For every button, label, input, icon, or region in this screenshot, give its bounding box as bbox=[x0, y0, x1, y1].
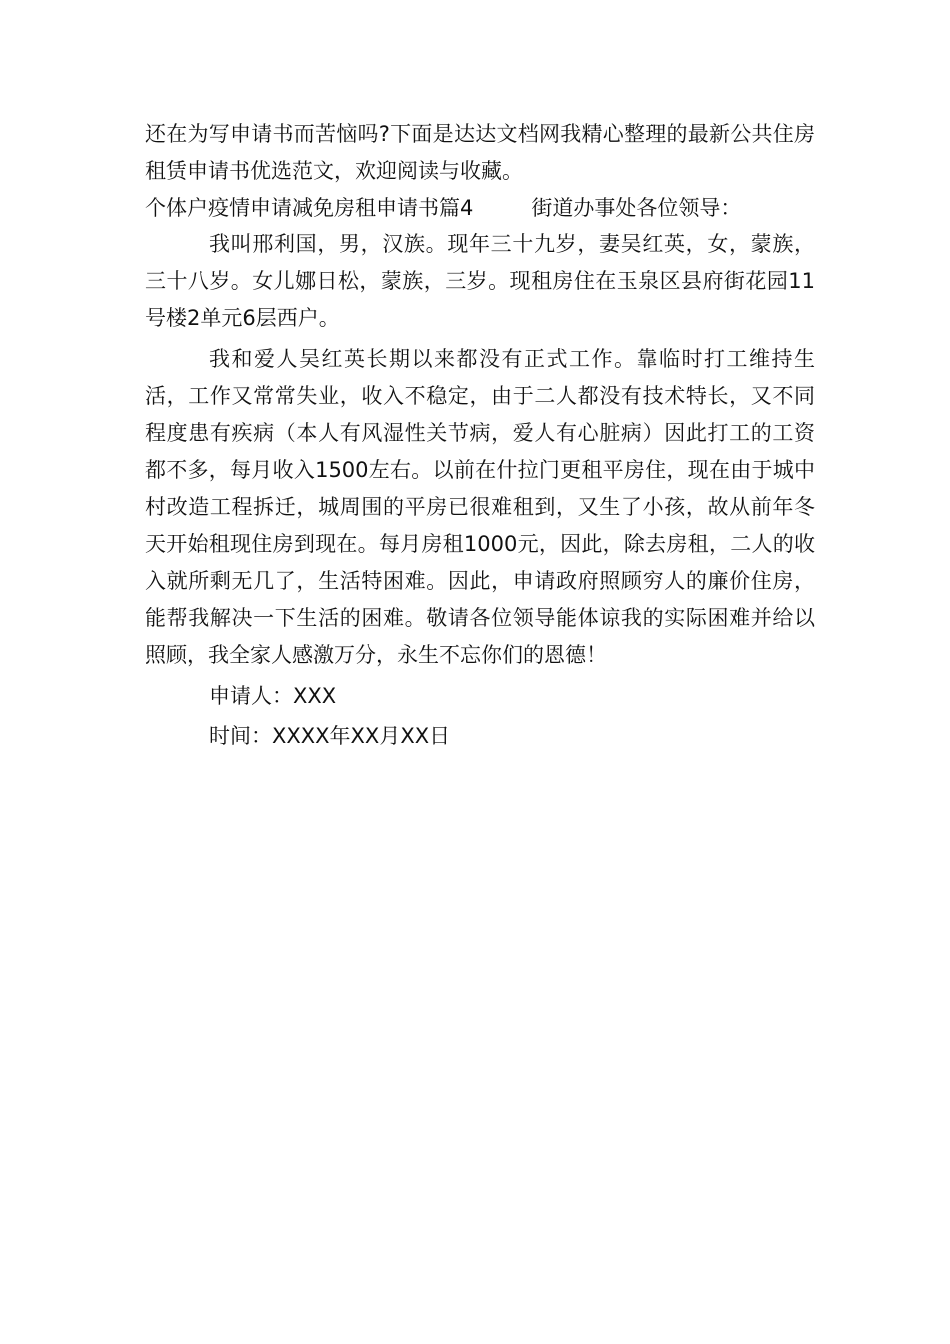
document-body bbox=[145, 116, 815, 754]
addressee: 街道办事处各位领导： bbox=[531, 196, 742, 220]
title-line bbox=[145, 192, 815, 224]
document-title: 个体户疫情申请减免房租申请书篇4 bbox=[145, 196, 474, 220]
intro-paragraph: 还在为写申请书而苦恼吗?下面是达达文档网我精心整理的最新公共住房租赁申请书优选范文，欢迎阅读与收藏。 bbox=[145, 122, 815, 183]
application-date: 时间：XXXX年XX月XX日 bbox=[209, 724, 451, 748]
body-paragraph-1: 我叫邢利国，男，汉族。现年三十九岁，妻吴红英，女，蒙族，三十八岁。女儿娜日松，蒙族，三岁。现租房住在玉泉区县府街花园11号楼2单元6层西户。 bbox=[145, 232, 815, 330]
body-paragraph-2: 我和爱人吴红英长期以来都没有正式工作。靠临时打工维持生活，工作又常常失业，收入不稳定，由于二人都没有技术特长，又不同程度患有疾病（本人有风湿性关节病，爱人有心脏病）因此打工的工资都不多，每月收入1500左右。以前在什拉门更租平房住，现在由于城中村改造工程拆迁，城周围的平房已很难租到，又生了小孩，故从前年冬天开始租现住房到现在。每月房租1000元，因此，除去房租，二人的收入就所剩无几了，生活特困难。因此，申请政府照顾穷人的廉价住房，能帮我解决一下生活的困难。敬请各位领导能体谅我的实际困难并给以照顾，我全家人感激万分，永生不忘你们的恩德！ bbox=[145, 347, 815, 667]
applicant-signature: 申请人：XXX bbox=[209, 684, 337, 708]
